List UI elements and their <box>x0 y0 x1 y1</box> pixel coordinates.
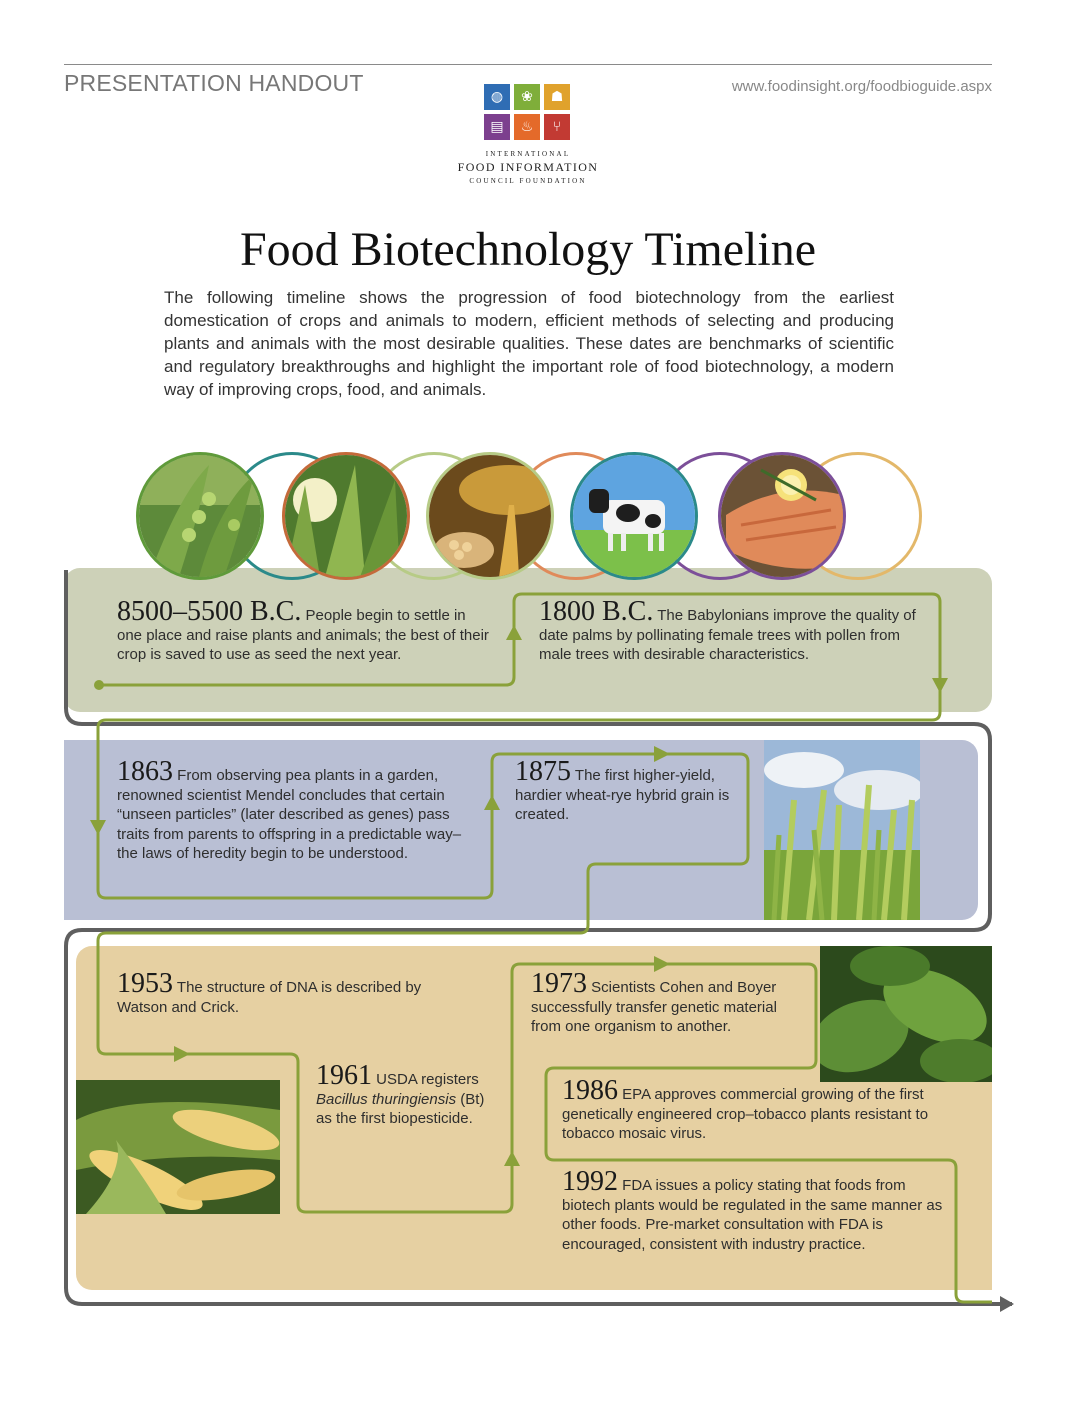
farm-icon: ❀ <box>514 84 540 110</box>
entry-1875 <box>515 756 737 825</box>
entry-text: Scientists Cohen and Boyer successfully transfer genetic material from one organism to another. <box>531 979 777 1035</box>
arrow-down-2 <box>90 820 106 835</box>
handout-label: PRESENTATION HANDOUT <box>64 70 364 96</box>
entry-year: 1863 <box>117 756 173 787</box>
arrow-right-1 <box>654 746 670 762</box>
entry-text: From observing pea plants in a garden, renowned scientist Mendel concludes that certain “unseen particles” (later described as genes) pass traits from parents to offspring in a predictable way–the laws of heredity begin to be understood. <box>117 767 462 862</box>
arrow-up-1 <box>506 625 522 640</box>
globe-icon: ◍ <box>484 84 510 110</box>
entry-1800bc <box>539 596 925 665</box>
entry-year: 1973 <box>531 968 587 999</box>
arrow-right-2 <box>174 1046 190 1062</box>
entry-text-before: USDA registers <box>376 1071 479 1088</box>
org-line-1: INTERNATIONAL <box>485 150 571 158</box>
entry-1863 <box>117 756 467 864</box>
org-line-3: COUNCIL FOUNDATION <box>469 177 587 185</box>
entry-1953 <box>117 968 467 1017</box>
entry-1973 <box>531 968 811 1037</box>
entry-text: The Babylonians improve the quality of date palms by pollinating female trees with pollen from male trees with desirable characteristics. <box>539 607 916 663</box>
entry-text: EPA approves commercial growing of the first genetically engineered crop–tobacco plants resistant to tobacco mosaic virus. <box>562 1086 929 1142</box>
entry-text-after: (Bt) as the first biopesticide. <box>316 1090 485 1127</box>
entry-year: 1875 <box>515 756 571 787</box>
source-url[interactable]: www.foodinsight.org/foodbioguide.aspx <box>731 78 992 95</box>
entry-year: 1800 B.C. <box>539 596 654 627</box>
entry-year: 1961 <box>316 1060 372 1091</box>
org-line-2: FOOD INFORMATION <box>457 160 599 174</box>
arrow-down-1 <box>932 678 948 693</box>
page-title: Food Biotechnology Timeline <box>239 223 817 276</box>
entry-1992 <box>562 1166 956 1254</box>
entry-year: 1953 <box>117 968 173 999</box>
entry-8500bc <box>117 596 489 665</box>
entry-year: 8500–5500 B.C. <box>117 596 302 627</box>
cart-icon: ▤ <box>484 114 510 140</box>
cooking-icon: ♨ <box>514 114 540 140</box>
entry-text: FDA issues a policy stating that foods from biotech plants would be regulated in the same manner as other foods. Pre-market consultation with FDA is encouraged, consistent with industry practice. <box>562 1177 943 1253</box>
entry-text-italic: Bacillus thuringiensis <box>316 1090 457 1108</box>
entry-text: The first higher-yield, hardier wheat-rye hybrid grain is created. <box>515 767 730 823</box>
entry-1986 <box>562 1075 962 1144</box>
end-arrow-icon <box>1000 1296 1014 1312</box>
entry-1961 <box>316 1060 486 1129</box>
arrow-up-2 <box>484 795 500 810</box>
entry-year: 1986 <box>562 1075 618 1106</box>
utensils-icon: ⑂ <box>544 114 570 140</box>
arrow-up-3 <box>504 1151 520 1166</box>
entry-year: 1992 <box>562 1166 618 1197</box>
intro-paragraph: The following timeline shows the progression of food biotechnology from the earliest domestication of crops and animals to modern, efficient methods of selecting and producing plants and animals with the most desirable qualities. These dates are benchmarks of scientific and regulatory breakthroughs and highlight the important role of food biotechnology, a modern way of improving crops, food, and animals. <box>164 288 894 399</box>
entry-text: The structure of DNA is described by Watson and Crick. <box>117 979 422 1016</box>
entry-text: People begin to settle in one place and raise plants and animals; the best of their crop is saved to use as seed the next year. <box>117 607 489 663</box>
arrow-right-3 <box>654 956 670 972</box>
farmer-icon: ☗ <box>544 84 570 110</box>
